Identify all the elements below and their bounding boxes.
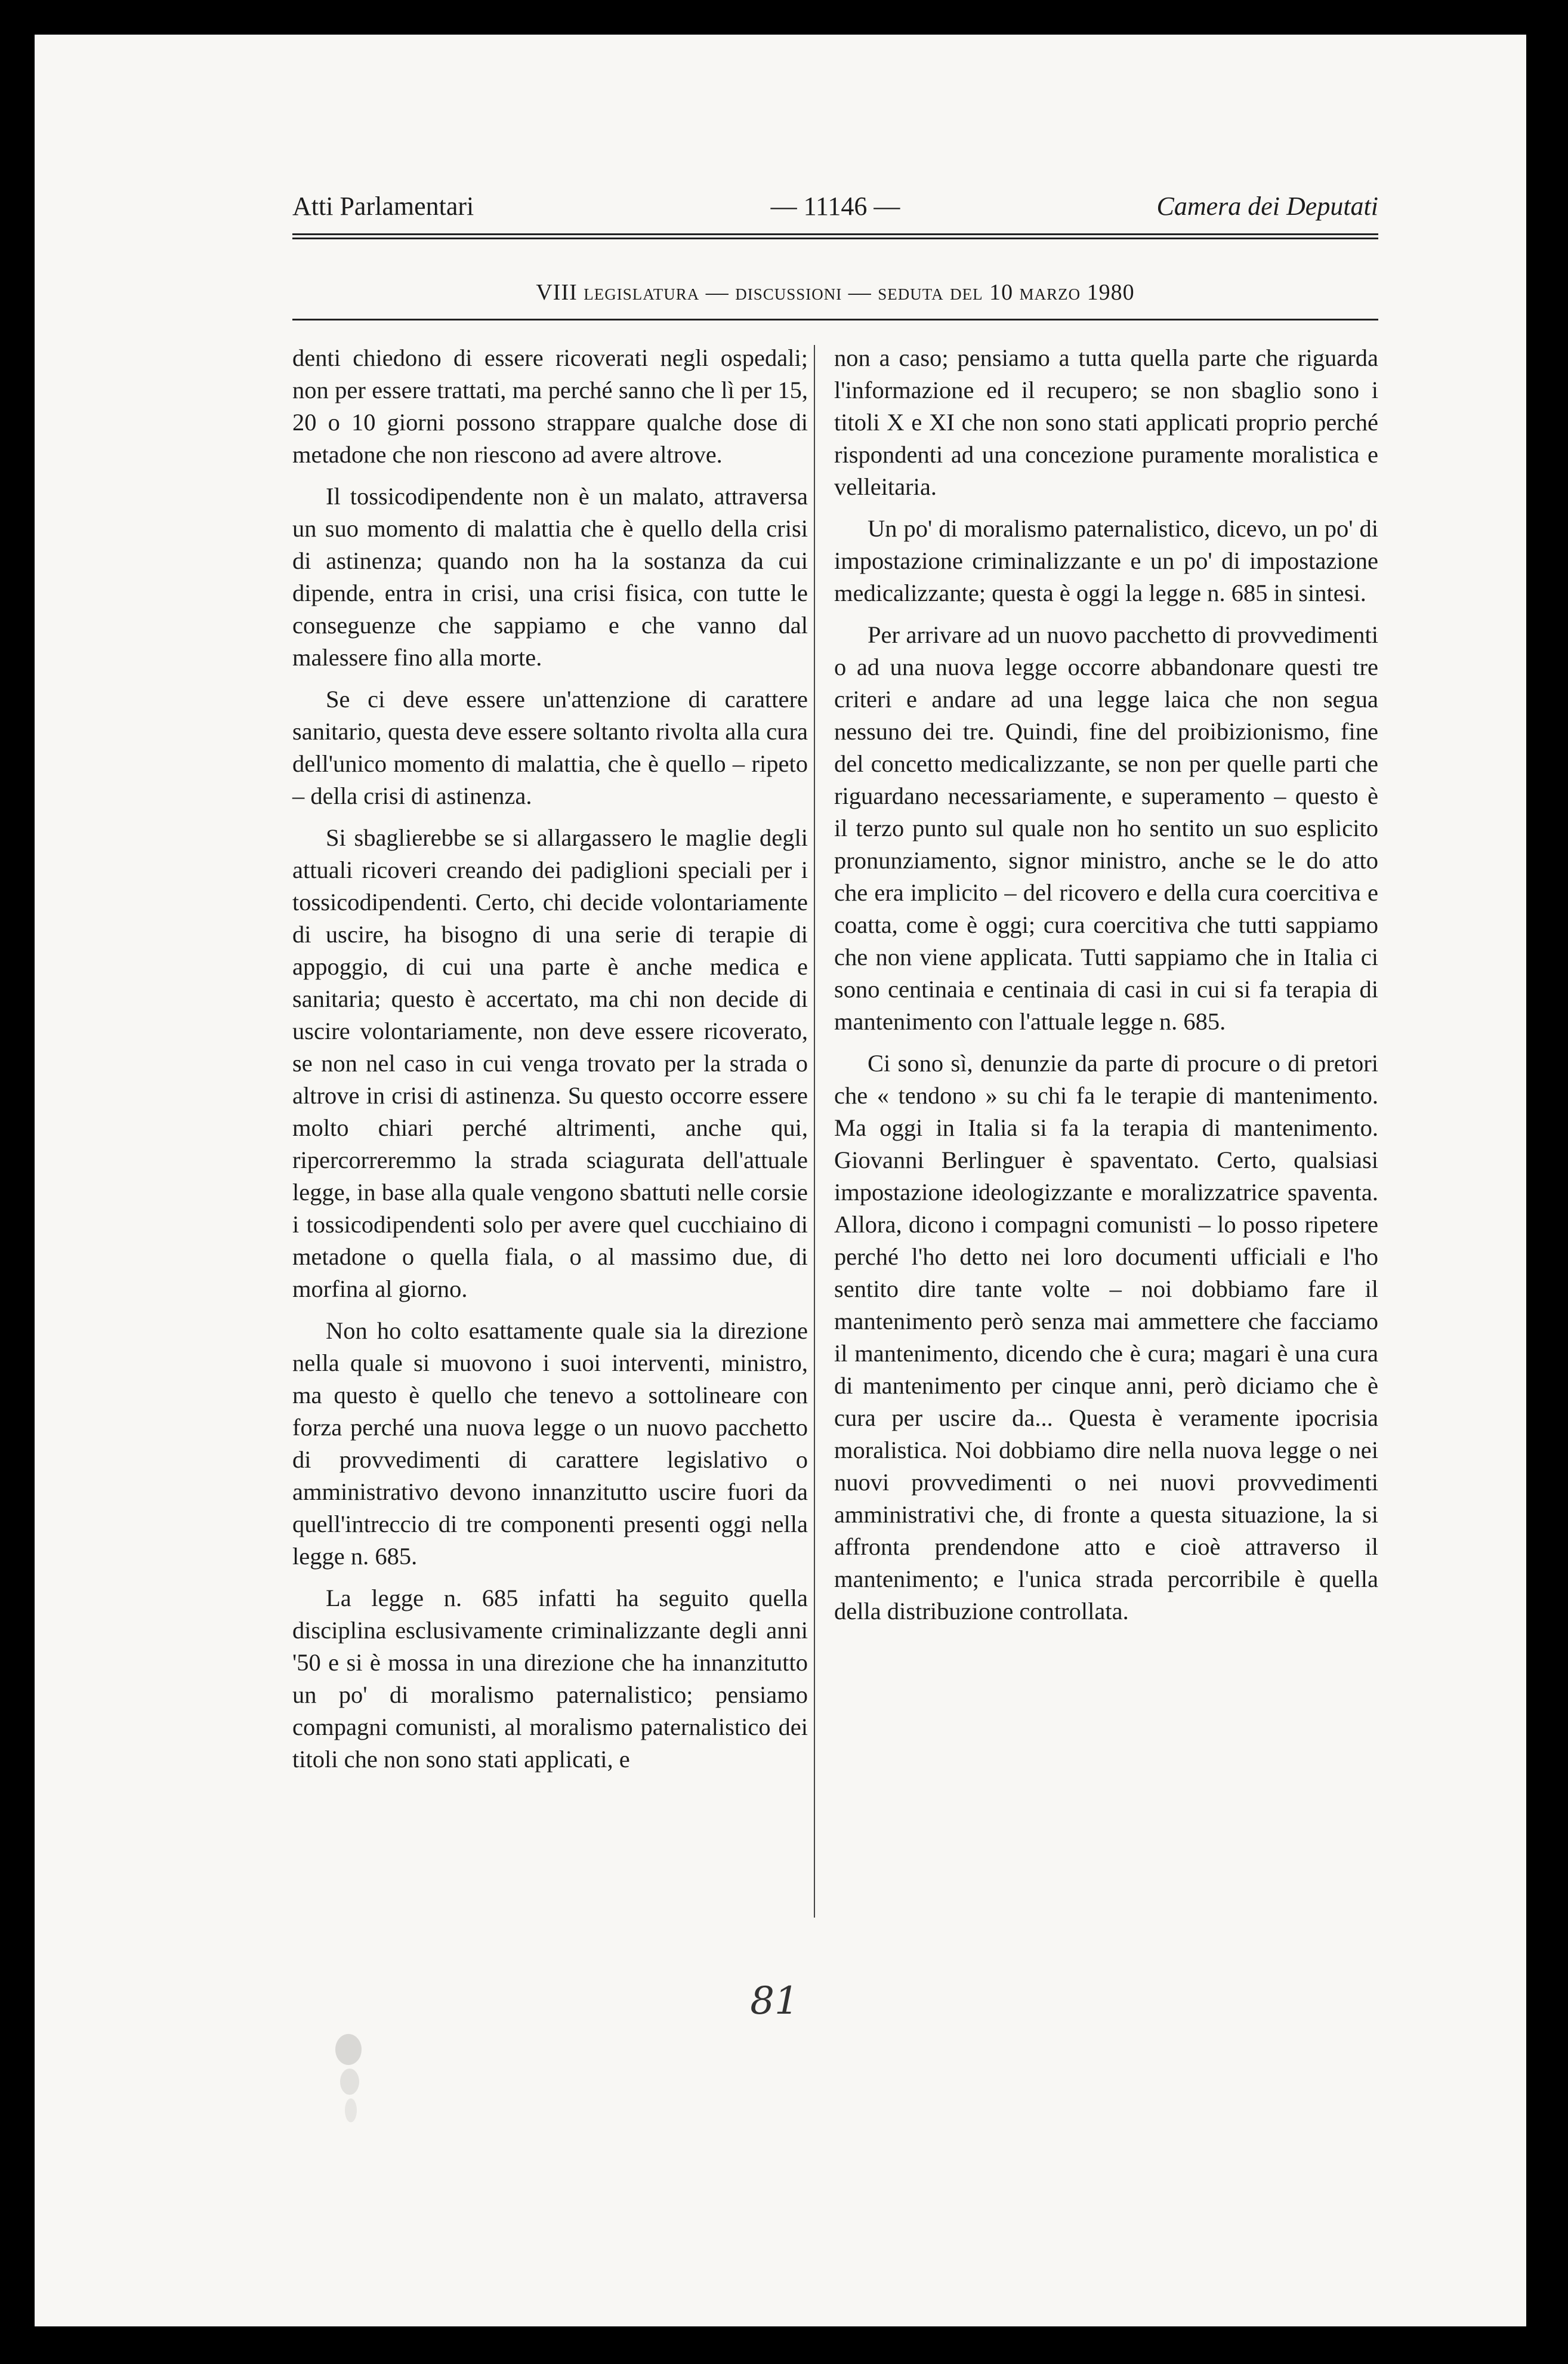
- paragraph: Si sbaglierebbe se si allargassero le maglie degli attuali ricoveri creando dei padiglioni speciali per i tossicodipendenti. Certo, chi decide volontariamente di uscire, ha bisogno di una serie di terapie di appoggio, di cui una parte è anche medica e sanitaria; questo è accertato, ma chi non decide di uscire volontariamente, non deve essere ricoverato, se non nel caso in cui venga trovato per la strada o altrove in crisi di astinenza. Su questo occorre essere molto chiari perché altrimenti, anche qui, ripercorreremmo la strada sciagurata dell'attuale legge, in base alla quale vengono sbattuti nelle corsie i tossicodipendenti solo per avere quel cucchiaino di metadone o quella fiala, o al massimo due, di morfina al giorno.: [292, 824, 808, 1302]
- session-month: marzo: [1019, 280, 1081, 305]
- handwritten-folio-number: 81: [750, 1979, 799, 2023]
- paragraph: denti chiedono di essere ricoverati negli ospedali; non per essere trattati, ma perché sanno che lì per 15, 20 o 10 giorni possono strappare qualche dose di metadone che non riescono ad avere altrove.: [292, 344, 808, 468]
- header-rule-bottom: [292, 319, 1378, 320]
- header-left: Atti Parlamentari: [292, 192, 474, 221]
- paragraph: Per arrivare ad un nuovo pacchetto di provvedimenti o ad una nuova legge occorre abbandonare questi tre criteri e andare ad una legge laica che non segua nessuno dei tre. Quindi, fine del proibizionismo, fine del concetto medicalizzante, se non per quelle parti che riguardano necessariamente, e superamento – questo è il terzo punto sul quale non ho sentito un suo esplicito pronunziamento, signor ministro, anche se le do atto che era implicito – del ricovero e della cura coercitiva e coatta, come è oggi; cura coercitiva che tutti sappiamo che non viene applicata. Tutti sappiamo che in Italia ci sono centinaia e centinaia di casi in cui si fa terapia di mantenimento con l'attuale legge n. 685.: [834, 621, 1378, 1035]
- paragraph: Non ho colto esattamente quale sia la direzione nella quale si muovono i suoi interventi, ministro, ma questo è quello che tenevo a sottolineare con forza perché una nuova legge o un nuovo pacchetto di provvedimenti di carattere legislativo o amministrativo devono innanzitutto uscire fuori da quell'intreccio di tre componenti presenti oggi nella legge n. 685.: [292, 1317, 808, 1570]
- paragraph: La legge n. 685 infatti ha seguito quella disciplina esclusivamente criminalizzante degli anni '50 e si è mossa in una direzione che ha innanzitutto un po' di moralismo paternalistico; pensiamo compagni comunisti, al moralismo paternalistico dei titoli che non sono stati applicati, e: [292, 1585, 808, 1773]
- paragraph: Il tossicodipendente non è un malato, attraversa un suo momento di malattia che è quello della crisi di astinenza; quando non ha la sostanza da cui dipende, entra in crisi, una crisi fisica, con tutte le conseguenze che sappiamo e che vanno dal malessere fino alla morte.: [292, 483, 808, 671]
- left-column: [292, 342, 808, 1785]
- header-rule-top-1: [292, 233, 1378, 235]
- paragraph: non a caso; pensiamo a tutta quella parte che riguarda l'informazione ed il recupero; se non sbaglio sono i titoli X e XI che non sono stati applicati proprio perché rispondenti ad una concezione puramente moralistica e velleitaria.: [834, 344, 1378, 500]
- document-page: [35, 35, 1526, 2326]
- right-column: [834, 342, 1378, 1637]
- column-divider: [814, 345, 815, 1918]
- paragraph: Un po' di moralismo paternalistico, dicevo, un po' di impostazione criminalizzante e un po' di impostazione medicalizzante; questa è oggi la legge n. 685 in sintesi.: [834, 515, 1378, 606]
- session-year: 1980: [1087, 280, 1135, 305]
- header-rule-top-2: [292, 238, 1378, 239]
- page-number: — 11146 —: [770, 192, 900, 221]
- session-line: [292, 279, 1378, 306]
- scan-smudge: [333, 2033, 364, 2140]
- session-day: 10: [989, 280, 1014, 305]
- header-right: Camera dei Deputati: [1156, 192, 1378, 221]
- paragraph: Ci sono sì, denunzie da parte di procure o di pretori che « tendono » su chi fa le terapie di mantenimento. Ma oggi in Italia si fa la terapia di mantenimento. Giovanni Berlinguer è spaventato. Certo, qualsiasi impostazione ideologizzante e moralizzatrice spaventa. Allora, dicono i compagni comunisti – lo posso ripetere perché l'ho detto nei loro documenti ufficiali e l'ho sentito dire tante volte – noi dobbiamo fare il mantenimento però senza mai ammettere che facciamo il mantenimento, dicendo che è cura; magari è una cura di mantenimento per cinque anni, però diciamo che è cura per uscire da... Questa è veramente ipocrisia moralistica. Noi dobbiamo dire nella nuova legge o nei nuovi provvedimenti o nei nuovi provvedimenti amministrativi che, di fronte a questa situazione, la si affronta prendendone atto e cioè attraverso il mantenimento; e l'unica strada percorribile è quella della distribuzione controllata.: [834, 1050, 1378, 1625]
- paragraph: Se ci deve essere un'attenzione di carattere sanitario, questa deve essere soltanto rivolta alla cura dell'unico momento di malattia, che è quello – ripeto – della crisi di astinenza.: [292, 686, 808, 809]
- session-text: legislatura — discussioni — seduta del: [584, 280, 983, 305]
- running-header: [292, 189, 1378, 224]
- session-prefix: VIII: [536, 280, 578, 305]
